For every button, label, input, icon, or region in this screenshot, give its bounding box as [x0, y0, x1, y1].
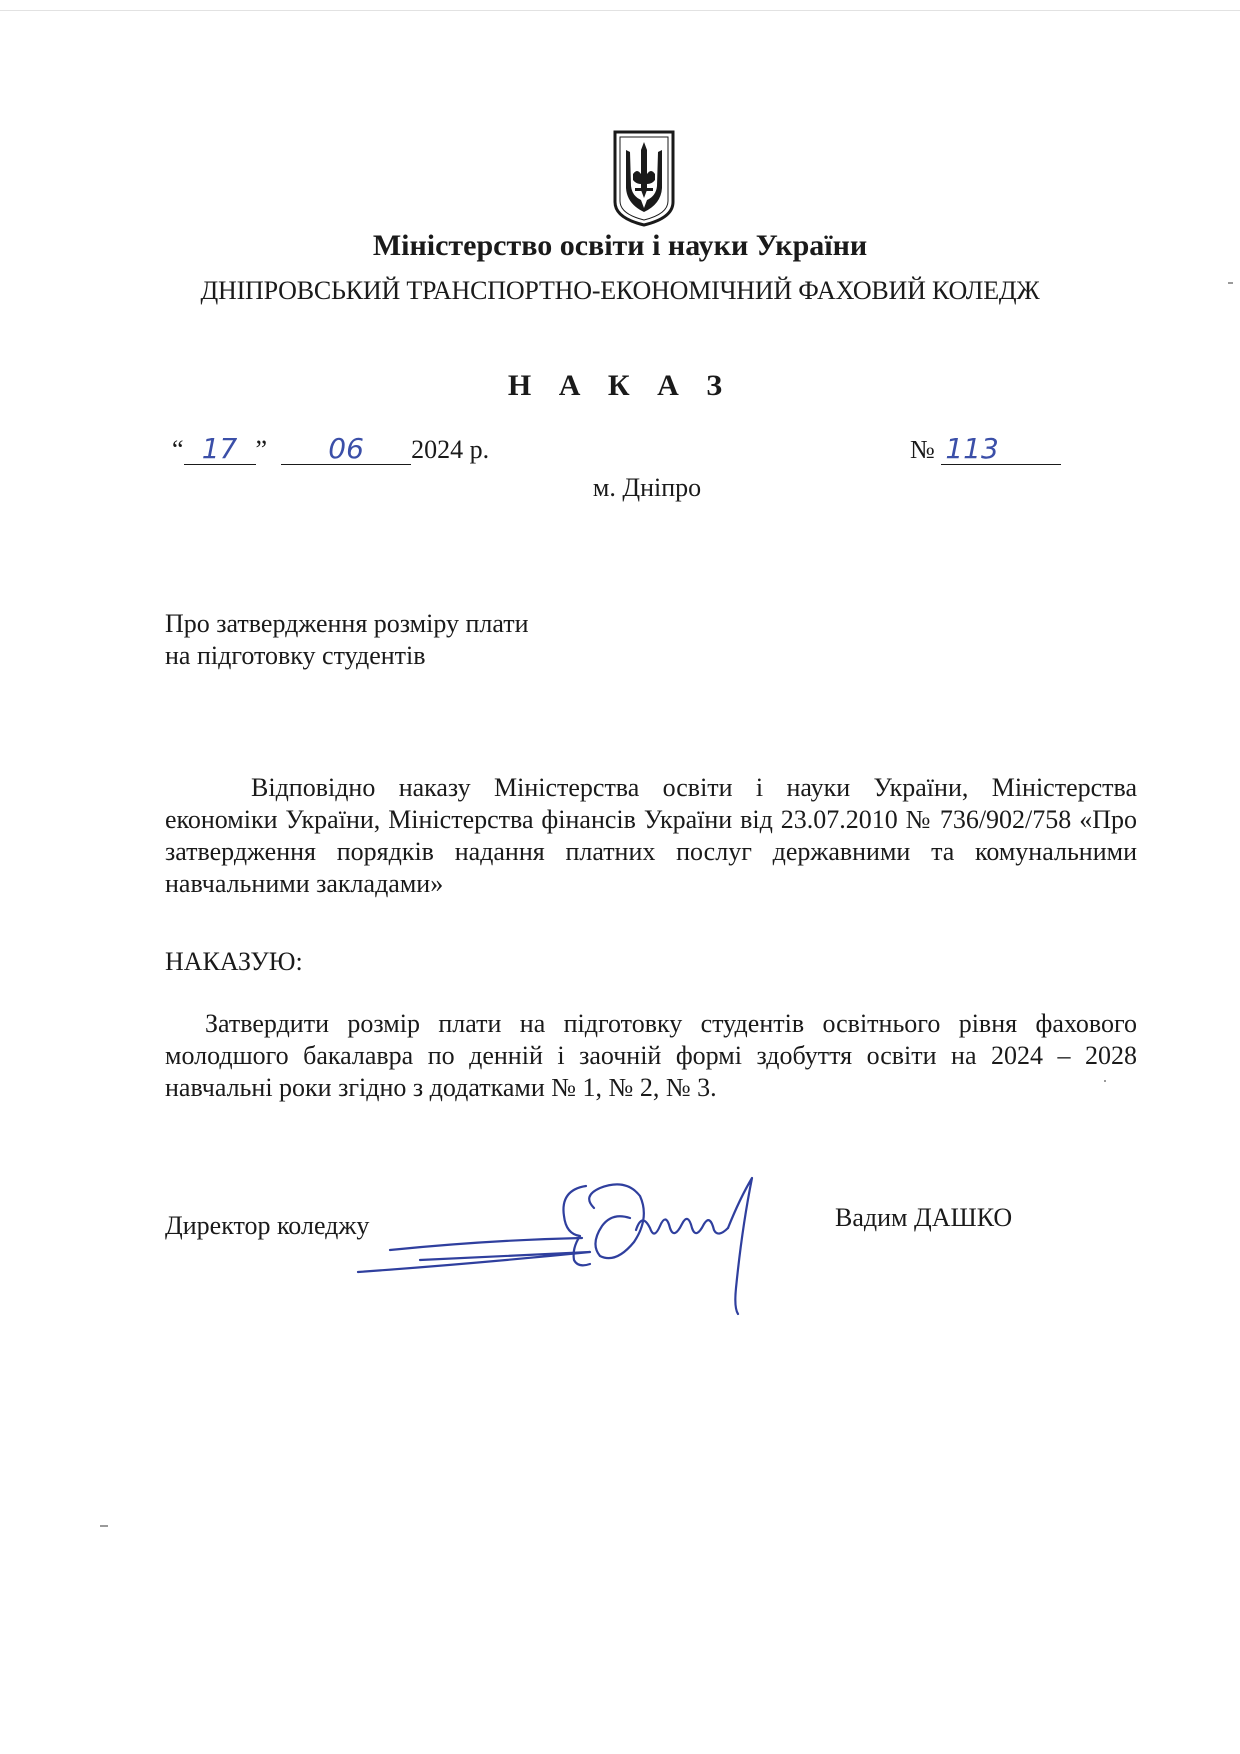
close-quote: ”: [255, 435, 268, 464]
college-name: ДНІПРОВСЬКИЙ ТРАНСПОРТНО-ЕКОНОМІЧНИЙ ФАХОВИЙ КОЛЕДЖ: [200, 276, 1040, 305]
trident-emblem-icon: [609, 128, 679, 228]
decision-paragraph: Затвердити розмір плати на підготовку студентів освітнього рівня фахового молодшого бакалавра по денній і заочній формі здобуття освіти на 2024 – 2028 навчальні роки згідно з додатками № 1, № 2, № 3.: [165, 1009, 1137, 1102]
scan-speck: [1228, 282, 1233, 284]
scan-speck: [100, 1525, 108, 1527]
number-prefix: №: [910, 435, 935, 464]
order-year: 2024 р.: [411, 435, 490, 464]
order-month: 06: [281, 434, 411, 465]
order-day: 17: [184, 434, 256, 465]
director-title: Директор коледжу: [165, 1211, 370, 1240]
order-number-value: 113: [941, 434, 1061, 465]
document-type-title: Н А К А З: [507, 369, 733, 402]
scan-speck: [1104, 1080, 1106, 1082]
subject-line-2: на підготовку студентів: [165, 641, 426, 670]
order-city: м. Дніпро: [592, 473, 702, 502]
basis-paragraph: Відповідно наказу Міністерства освіти і науки України, Міністерства економіки України, Міністерства фінансів України від 23.07.2010 № 736/902/758 «Про затвердження порядків надання платних послуг державними та комунальними навчальними закладами»: [165, 773, 1137, 898]
subject-line-1: Про затвердження розміру плати: [165, 609, 529, 638]
ministry-name: Міністерство освіти і науки України: [372, 229, 868, 262]
open-quote: “: [172, 435, 184, 464]
handwritten-signature: [350, 1168, 830, 1318]
order-number: [910, 434, 1061, 466]
scan-edge-line: [0, 10, 1240, 11]
order-subject: [165, 608, 529, 672]
order-word: НАКАЗУЮ:: [165, 947, 303, 976]
director-name: Вадим ДАШКО: [835, 1203, 1013, 1232]
order-date: [172, 434, 489, 466]
